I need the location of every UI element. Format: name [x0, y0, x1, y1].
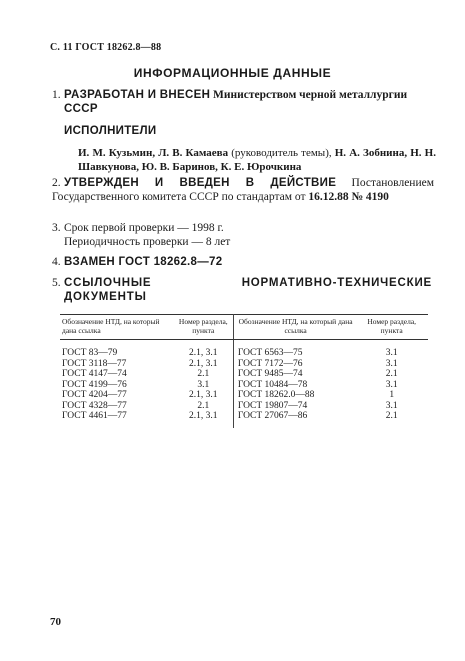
section-3	[52, 221, 434, 249]
page-header: С. 11 ГОСТ 18262.8—88	[50, 42, 162, 53]
table-cell: ГОСТ 83—79	[62, 348, 118, 358]
table-cell: 3.1	[385, 358, 398, 369]
performers-heading-block	[64, 124, 446, 138]
section-2-date: 16.12.88	[308, 191, 349, 203]
table-cell: 2.1	[174, 369, 234, 380]
table-header-cell: Обозначение НТД, на который дана ссылка	[60, 315, 174, 340]
section-1-line2: СССР	[64, 103, 98, 115]
performers-heading: ИСПОЛНИТЕЛИ	[64, 125, 157, 137]
table-cell: ГОСТ 4328—77	[62, 400, 127, 411]
table-cell: 2.1, 3.1	[174, 340, 234, 359]
table-cell: 3.1	[385, 348, 398, 358]
table-cell: 1	[389, 390, 395, 400]
table-cell: ГОСТ 9485—74	[233, 369, 355, 380]
section-1	[52, 88, 434, 116]
section-2-heading: УТВЕРЖДЕН И ВВЕДЕН В ДЕЙСТВИЕ	[64, 177, 337, 189]
table-cell: ГОСТ 10484—78	[233, 380, 355, 391]
table-cell: 3.1	[385, 379, 398, 390]
page-title: ИНФОРМАЦИОННЫЕ ДАННЫЕ	[133, 66, 332, 80]
section-2	[52, 176, 434, 204]
performers-list	[78, 146, 436, 174]
table-header-row	[60, 315, 428, 340]
table-cell: 3.1	[174, 380, 234, 391]
section-4-number: 4.	[52, 256, 61, 268]
table-row	[60, 380, 428, 391]
section-3-line1: Срок первой проверки — 1998 г.	[64, 222, 224, 234]
table-cell: ГОСТ 4461—77	[62, 411, 127, 421]
table-cell: ГОСТ 27067—86	[233, 411, 355, 428]
table-cell: ГОСТ 18262.0—88	[233, 390, 355, 401]
section-5-number: 5.	[52, 277, 61, 289]
table-row	[60, 401, 428, 412]
section-5-heading: ССЫЛОЧНЫЕ НОРМАТИВНО-ТЕХНИЧЕСКИЕ ДОКУМЕНТЫ	[64, 277, 432, 303]
table-cell: ГОСТ 6563—75	[233, 340, 355, 359]
table-cell: ГОСТ 4147—74	[62, 369, 127, 379]
table-cell: ГОСТ 19807—74	[233, 401, 355, 412]
table-row	[60, 411, 428, 428]
table-cell: ГОСТ 4199—76	[62, 379, 127, 390]
references-table	[60, 314, 428, 428]
performers-note: (руководитель темы),	[228, 147, 335, 159]
table-cell: 2.1	[385, 411, 398, 421]
section-2-number: 2.	[52, 177, 61, 189]
table-cell: ГОСТ 3118—77	[62, 358, 127, 369]
section-2-text1: Постановлением Государственного комитета СССР по стандартам от	[52, 177, 434, 203]
table-cell: 2.1	[385, 369, 398, 379]
table-cell: 2.1	[174, 401, 234, 412]
table-header-cell: Номер раздела, пункта	[355, 315, 428, 340]
table-row	[60, 390, 428, 401]
table-row	[60, 340, 428, 359]
page-number: 70	[50, 616, 61, 628]
table-cell: 3.1	[385, 400, 398, 411]
section-3-line2: Периодичность проверки — 8 лет	[64, 236, 231, 248]
table-row	[60, 369, 428, 380]
section-1-text: Министерством черной металлургии	[210, 89, 408, 101]
section-4-heading: ВЗАМЕН ГОСТ 18262.8—72	[64, 256, 223, 268]
section-1-heading: РАЗРАБОТАН И ВНЕСЕН	[64, 89, 211, 101]
table-cell: ГОСТ 7172—76	[233, 359, 355, 370]
table-cell: 2.1, 3.1	[174, 390, 234, 401]
table-cell: 2.1, 3.1	[174, 411, 234, 428]
table-header-cell: Номер раздела, пункта	[174, 315, 234, 340]
table-header-cell: Обозначение НТД, на который дана ссылка	[233, 315, 355, 340]
section-3-number: 3.	[52, 222, 61, 234]
section-4	[52, 255, 434, 269]
section-2-number-text: № 4190	[351, 191, 389, 203]
section-5	[52, 276, 432, 304]
table-cell: ГОСТ 4204—77	[62, 390, 127, 400]
section-1-number: 1.	[52, 89, 61, 101]
table-cell: 2.1, 3.1	[174, 359, 234, 370]
performers-names-1: И. М. Кузьмин, Л. В. Камаева	[78, 147, 229, 159]
table-row	[60, 359, 428, 370]
performers-names-2: Н. А. Зобнина, Н. Н. Шавкунова, Ю. В. Баринов, К. Е. Юрочкина	[78, 147, 436, 173]
